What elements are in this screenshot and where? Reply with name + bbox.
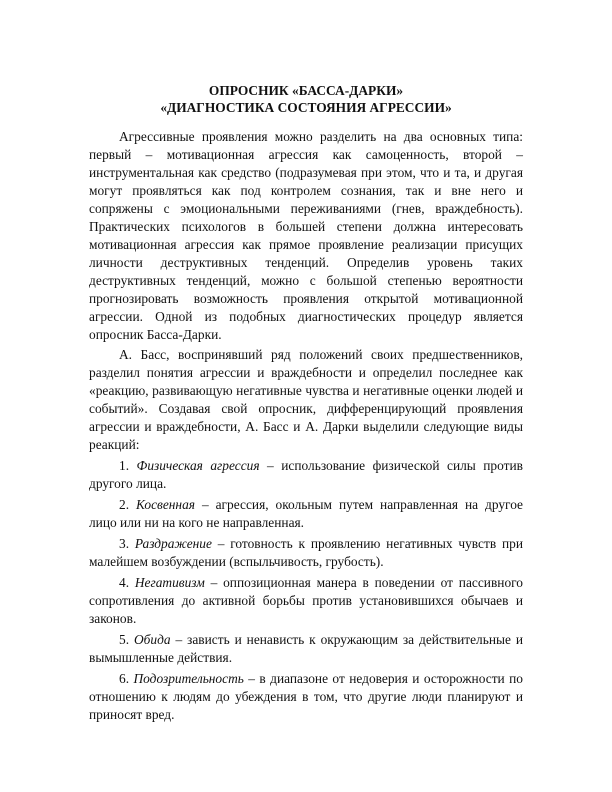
list-item [89,457,523,493]
list-item [89,535,523,571]
item-number: 1. [119,458,130,473]
item-term: Обида [133,632,171,647]
item-description: – оппозиционная манера в поведении от пассивного сопротивления до активной борьбы против установившихся обычаев и законов. [89,575,523,626]
title-line-2: «ДИАГНОСТИКА СОСТОЯНИЯ АГРЕССИИ» [160,100,452,115]
item-description: – в диапазоне от недоверия и осторожности по отношению к людям до убеждения в том, что другие люди планируют и приносят вред. [89,671,523,722]
document-title [89,82,523,116]
item-description: – использование физической силы против другого лица. [89,458,523,491]
title-line-1: ОПРОСНИК «БАССА-ДАРКИ» [208,83,404,98]
list-item [89,631,523,667]
item-term: Косвенная [136,497,195,512]
item-term: Негативизм [134,575,205,590]
item-description: – агрессия, окольным путем направленная на другое лицо или ни на кого не направленная. [89,497,523,530]
list-item [89,496,523,532]
item-number: 4. [119,575,130,590]
document-page [89,82,523,724]
list-item [89,670,523,724]
list-item [89,574,523,628]
item-term: Физическая агрессия [136,458,260,473]
item-number: 6. [119,671,130,686]
item-term: Подозрительность [133,671,244,686]
item-number: 2. [119,497,130,512]
intro-paragraph: Агрессивные проявления можно разделить на два основных типа: первый – мотивационная агрессия как самоценность, второй – инструментальная как средство (подразумевая при этом, что и та, и другая могут проявляться как под контролем сознания, так и вне него и сопряжены с эмоциональными переживаниями (гнев, враждебность). Практических психологов в большей степени должна интересовать мотивационная агрессия как прямое проявление реализации присущих личности деструктивных тенденций. Определив уровень таких деструктивных тенденций, можно с большой степенью вероятности прогнозировать возможность проявления открытой мотивационной агрессии. Одной из подобных диагностических процедур является опросник Басса-Дарки. [89,129,523,342]
item-description: – готовность к проявлению негативных чувств при малейшем возбуждении (вспыльчивость, грубость). [89,536,523,569]
bass-paragraph: А. Басс, воспринявший ряд положений своих предшественников, разделил понятия агрессии и враждебности и определил последнее как «реакцию, развивающую негативные чувства и негативные оценки людей и событий». Создавая свой опросник, дифференцирующий проявления агрессии и враждебности, А. Басс и А. Дарки выделили следующие виды реакций: [89,347,523,452]
item-term: Раздражение [134,536,212,551]
item-description: – зависть и ненависть к окружающим за действительные и вымышленные действия. [89,632,523,665]
item-number: 5. [119,632,130,647]
item-number: 3. [119,536,130,551]
